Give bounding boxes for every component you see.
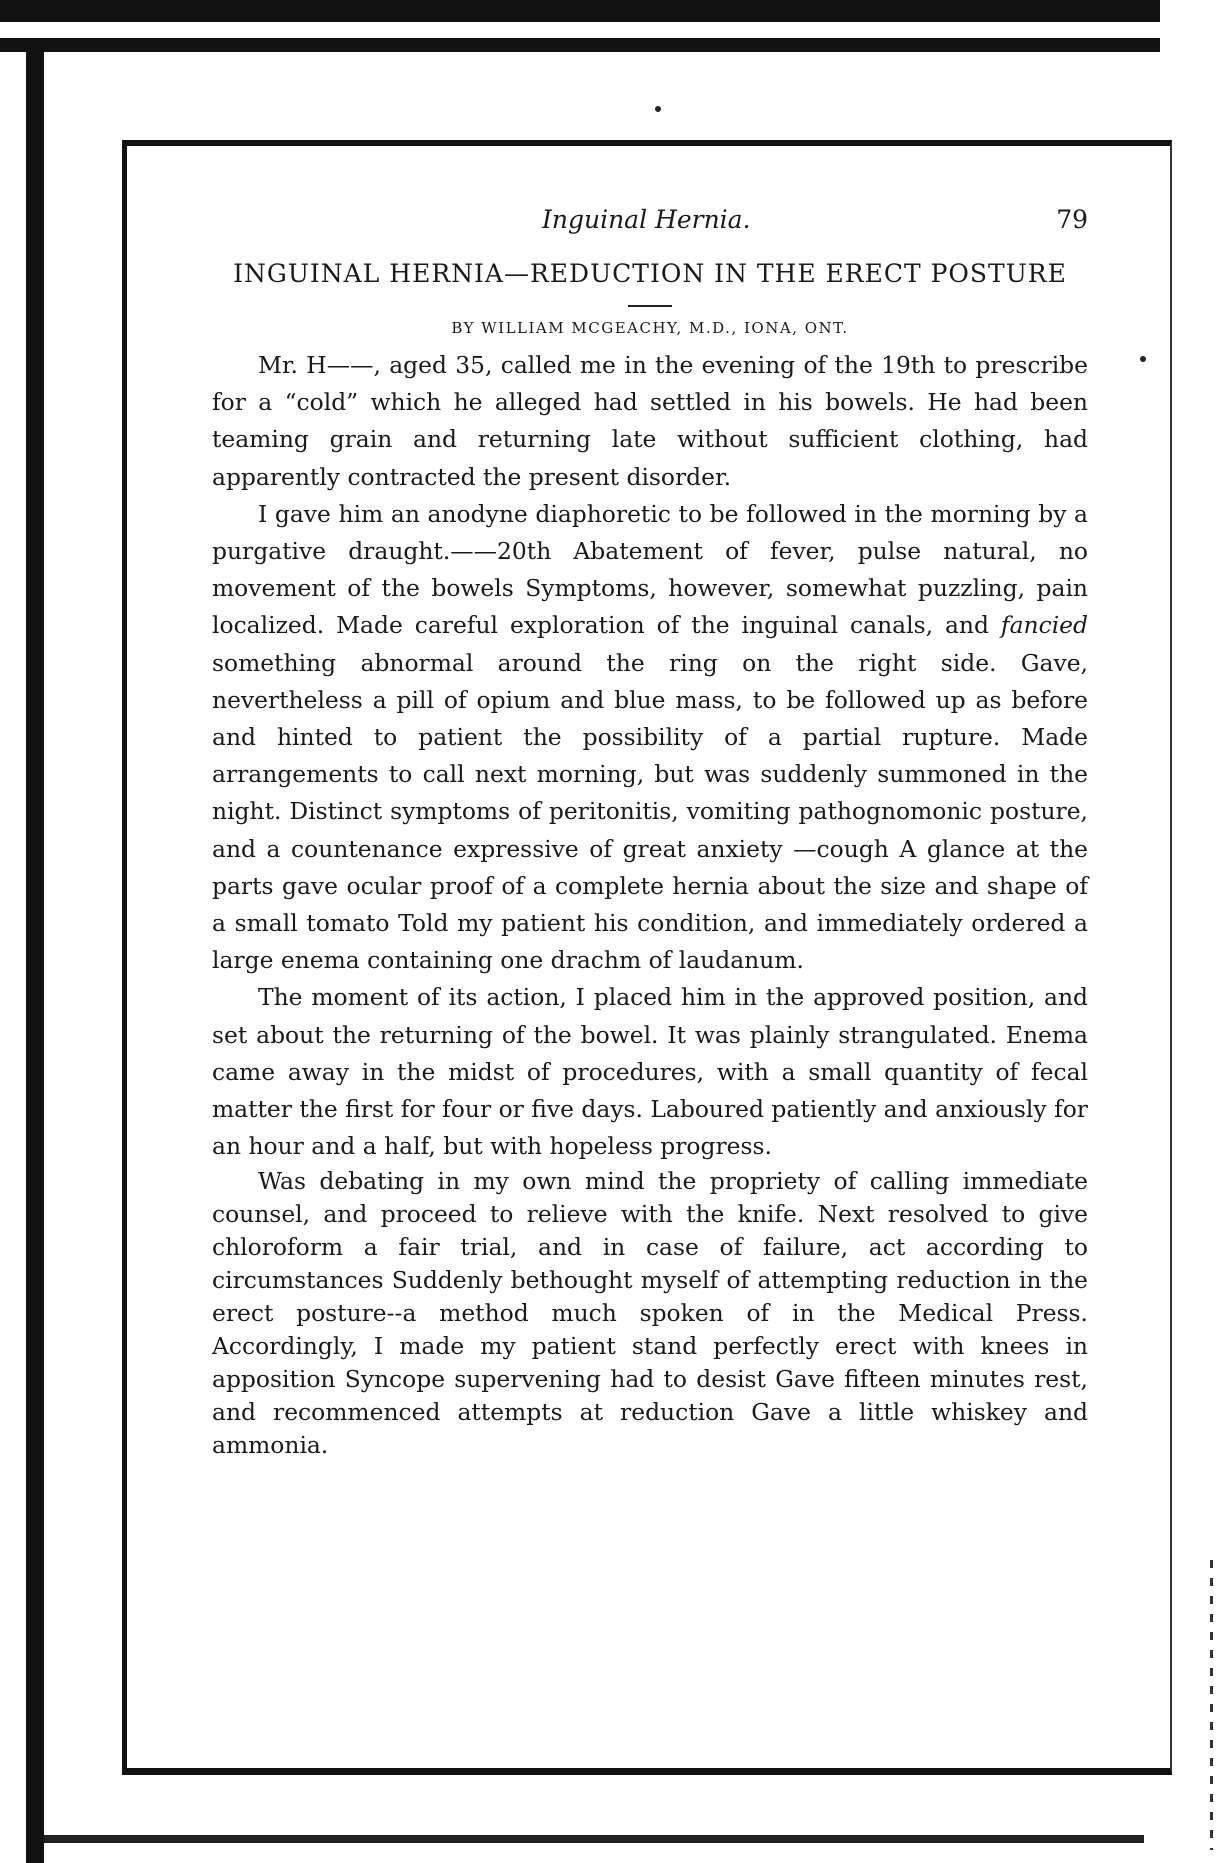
scan-edge-bottom (44, 1835, 1144, 1843)
running-head (212, 205, 1088, 245)
paragraph: Mr. H——, aged 35, called me in the evening of the 19th to prescribe for a “cold” which he alleged had settled in his bowels. He had been teaming grain and returning late without sufficient clothing, had apparently contracted the present disorder. (212, 351, 1088, 491)
title-rule (628, 305, 672, 307)
paragraph: The moment of its action, I placed him in the approved position, and set about the returning of the bowel. It was plainly strangulated. Enema came away in the midst of procedures, with a small quantity of fecal matter the first for four or five days. Laboured patiently and anxiously for an hour and a half, but with hopeless progress. (212, 983, 1088, 1161)
emphasized-word: fancied (1000, 611, 1088, 640)
scan-edge-top (0, 0, 1160, 22)
page-content (212, 205, 1088, 1462)
paragraph: Was debating in my own mind the propriety of calling immediate counsel, and proceed to relieve with the knife. Next resolved to give chloroform a fair trial, and in case of failure, act according to circumstances Suddenly bethought myself of attempting reduction in the erect posture--a method much spoken of in the Medical Press. Accordingly, I made my patient stand perfectly erect with knees in apposition Syncope supervening had to desist Gave fifteen minutes rest, and recommenced attempts at reduction Gave a little whiskey and ammonia. (212, 1167, 1088, 1460)
article-body (212, 347, 1088, 1462)
article-title: INGUINAL HERNIA—REDUCTION IN THE ERECT POSTURE (233, 259, 1067, 288)
running-head-title: Inguinal Hernia. (542, 205, 751, 234)
scan-speck (655, 106, 661, 112)
paragraph-text: something abnormal around the ring on the right side. Gave, nevertheless a pill of opium and blue mass, to be followed up as before and hinted to patient the possibility of a partial rupture. Made arrangements to call next morning, but was suddenly summoned in the night. Distinct symptoms of peritonitis, vomiting pathognomonic posture, and a countenance expressive of great anxiety —cough A glance at the parts gave ocular proof of a complete hernia about the size and shape of a small tomato Told my patient his condition, and immediately ordered a large enema containing one drachm of laudanum. (212, 648, 1088, 975)
page-number: 79 (1056, 205, 1088, 234)
article-byline: BY WILLIAM MCGEACHY, M.D., IONA, ONT. (451, 319, 849, 337)
scan-edge-top-inner (0, 38, 1160, 52)
scan-edge-left (26, 52, 44, 1863)
scan-edge-right (1210, 1560, 1213, 1850)
paragraph-text: I gave him an anodyne diaphoretic to be followed in the morning by a purgative draught.——20th Abatement of fever, pulse natural, no movement of the bowels Symptoms, however, somewhat puzzling, pain localized. Made careful exploration of the inguinal canals, and (212, 499, 1088, 640)
paragraph (212, 496, 1088, 980)
